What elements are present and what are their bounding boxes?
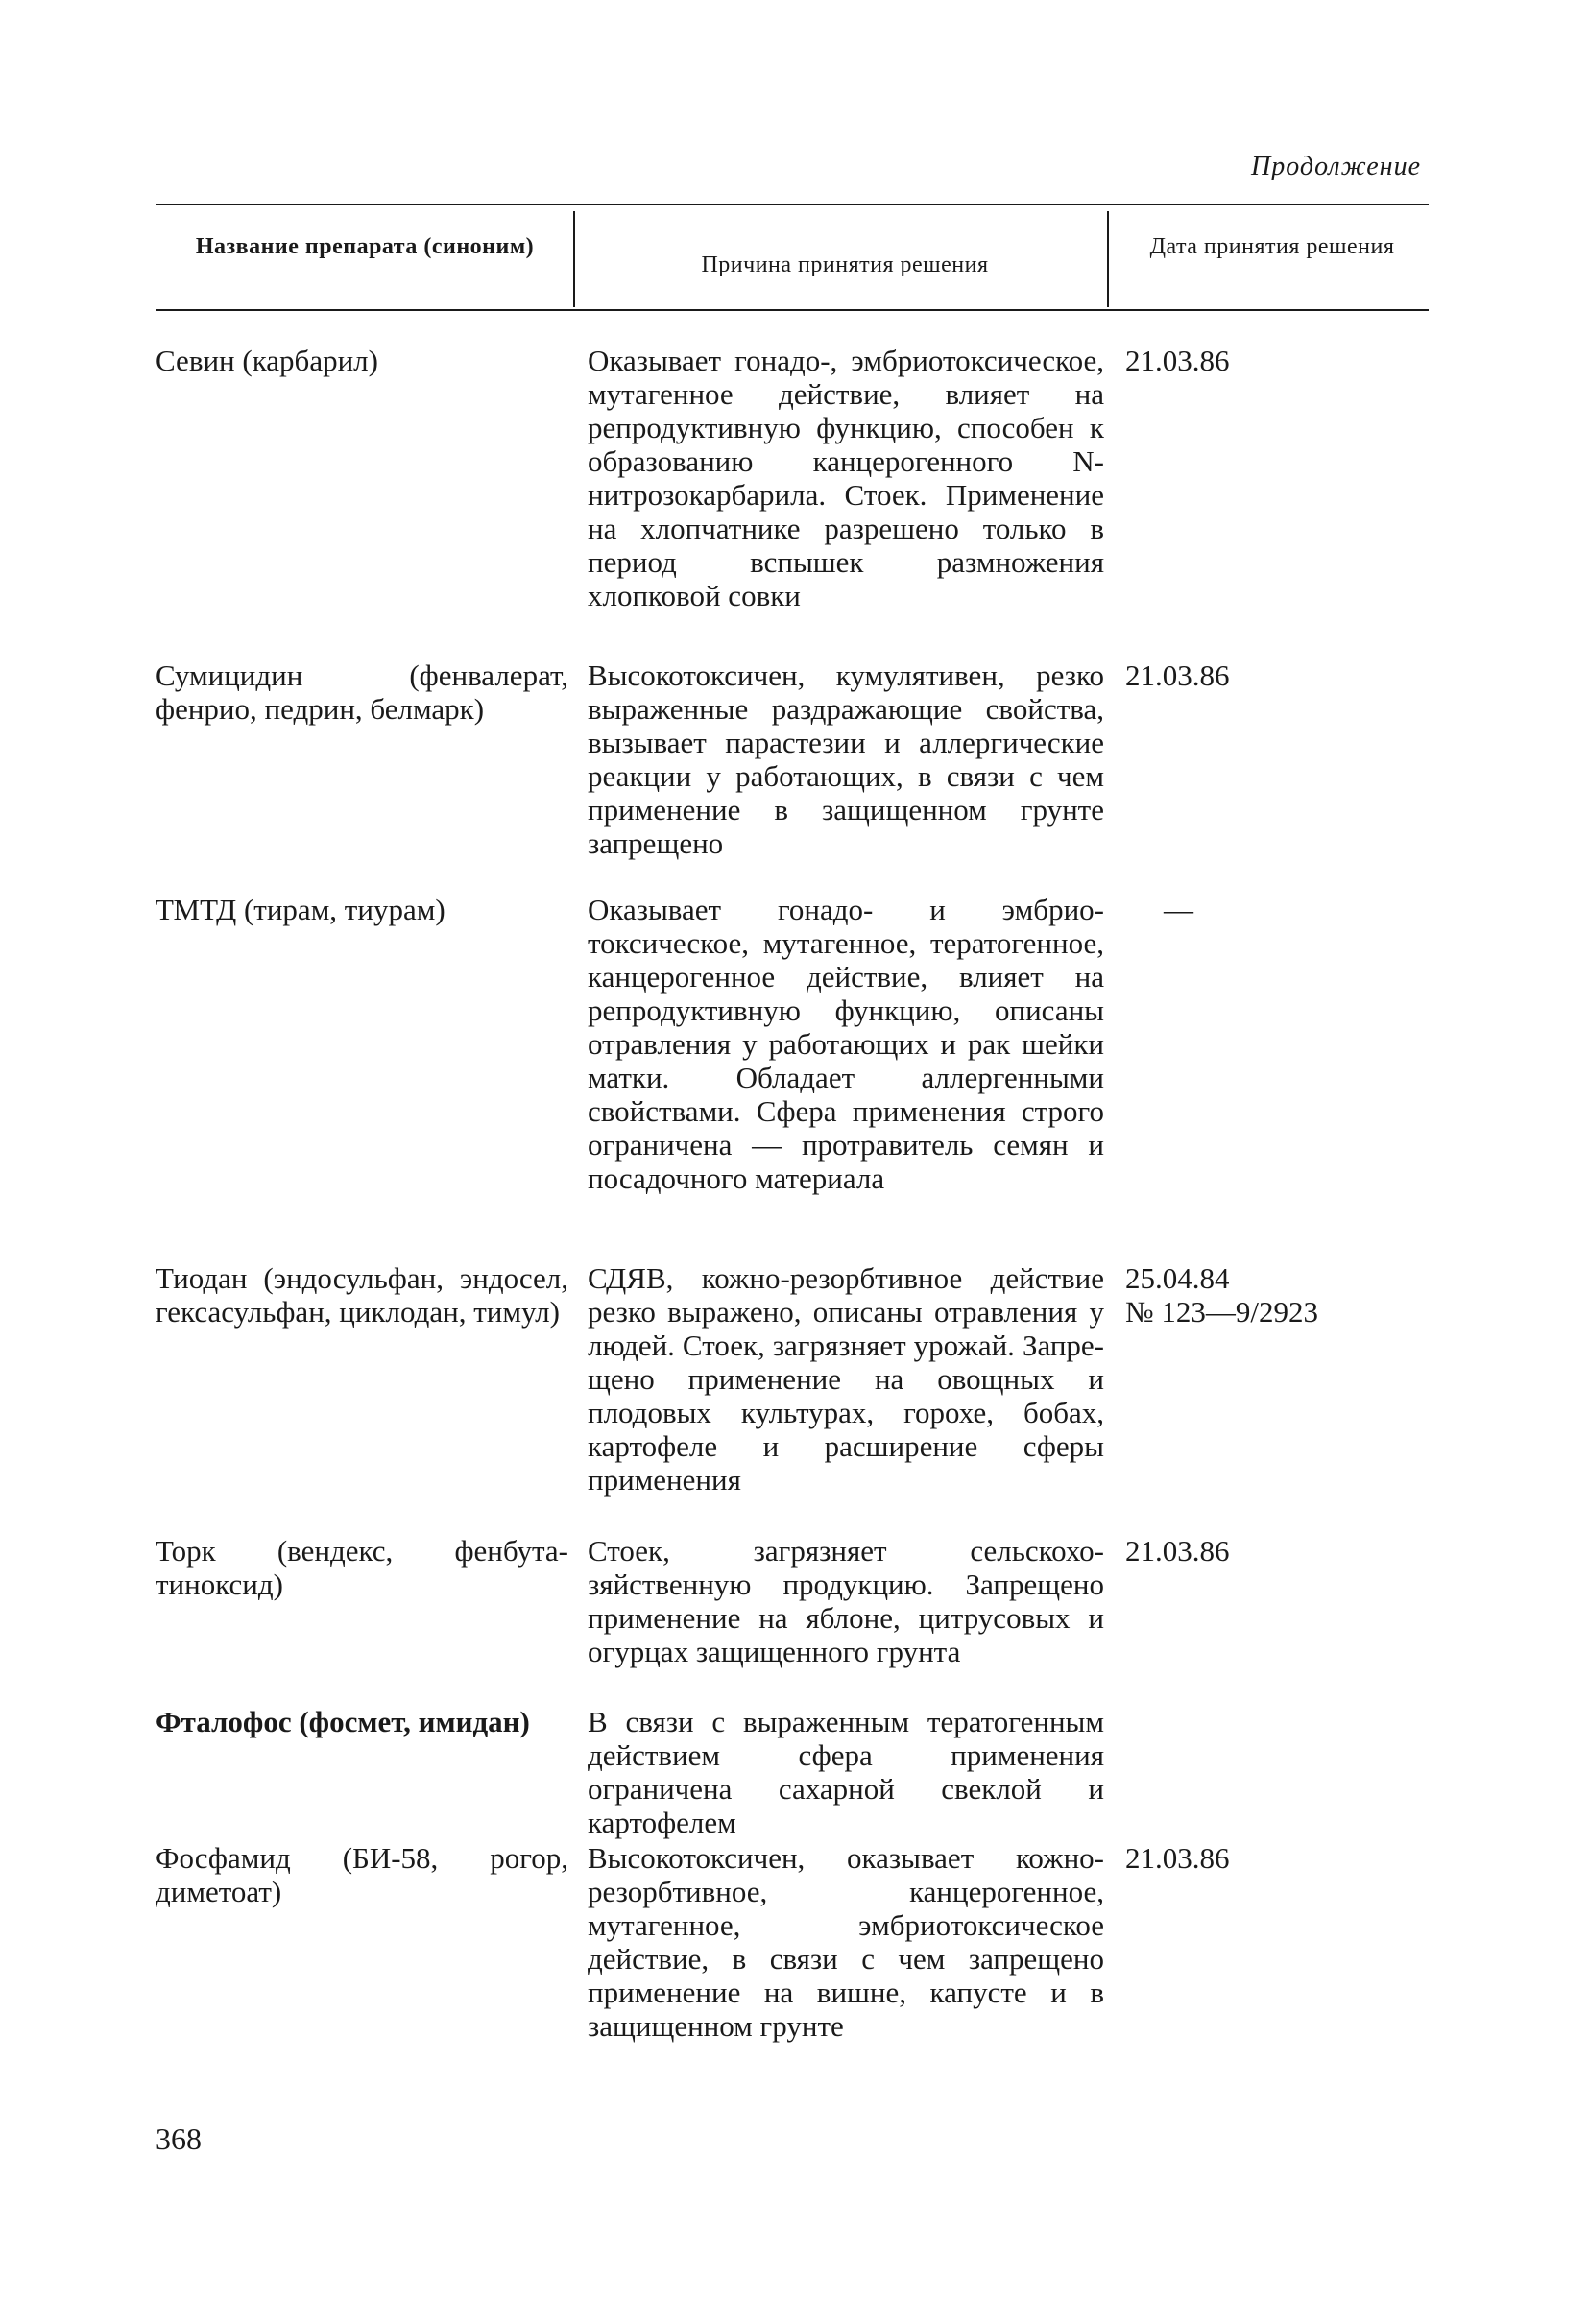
decision-reason: Оказывает гонадо-, эмбриотоксическое, мутагенное действие, влияет на репродуктивную функцию, способен к образованию канцерогенного N-нитрозокарбарила. Стоек. Применение на хлопчатнике разрешено только в период вспышек размножения хлопковой совки [588, 344, 1104, 612]
header-date: Дата принятия решения [1149, 234, 1395, 259]
preparation-name: Сумицидин (фенвалерат, фенрио, педрин, белмарк) [156, 659, 568, 726]
decision-reason: Оказывает гонадо- и эмбриотоксическое, мутагенное, тератогенное, канцерогенное действие, влияет на репродуктивную функцию, описаны отравления у работающих и рак шейки матки. Обладает аллергенными свойствами. Сфера применения строго ограничена — протравитель семян и посадочного материала [588, 893, 1104, 1195]
column-divider-2 [1107, 211, 1109, 307]
header-reason: Причина принятия решения [701, 252, 989, 277]
table-header-rule [156, 309, 1429, 311]
preparation-name: Фталофос (фосмет, имидан) [156, 1705, 530, 1738]
preparation-name: Тиодан (эндосульфан, эндосел, гексасульфан, циклодан, тимул) [156, 1261, 568, 1329]
decision-date: 21.03.86 [1125, 1534, 1230, 1568]
continued-label: Продолжение [1251, 152, 1421, 181]
preparation-name: Севин (карбарил) [156, 344, 378, 377]
decision-date: — [1164, 893, 1193, 926]
preparation-name: Фосфамид (БИ-58, рогор, диметоат) [156, 1841, 568, 1908]
preparation-name: Торк (вендекс, фенбутатиноксид) [156, 1534, 568, 1601]
decision-date: 21.03.86 [1125, 344, 1230, 377]
decision-reason: СДЯВ, кожно-резорбтивное действие резко выражено, описаны отравления у людей. Стоек, загрязняет урожай. Запрещено применение на овощных и плодовых культурах, горохе, бобах, картофеле и расширение сферы применения [588, 1261, 1104, 1497]
preparation-name: ТМТД (тирам, тиурам) [156, 893, 445, 926]
decision-reason: В связи с выраженным тератогенным действием сфера применения ограничена сахарной свеклой и картофелем [588, 1705, 1104, 1839]
header-name: Название препарата (синоним) [195, 234, 535, 259]
decision-reason: Высокотоксичен, кумулятивен, резко выраженные раздражающие свойства, вызывает парастезии и аллергические реакции у работающих, в связи с чем применение в защищенном грунте запрещено [588, 659, 1104, 860]
decision-date: 21.03.86 [1125, 659, 1230, 692]
decision-date: 21.03.86 [1125, 1841, 1230, 1875]
table-top-rule [156, 204, 1429, 205]
decision-date: 25.04.84 № 123—9/2923 [1125, 1261, 1318, 1329]
column-divider-1 [573, 211, 575, 307]
decision-reason: Стоек, загрязняет сельскохозяйственную продукцию. Запрещено применение на яблоне, цитрусовых и огурцах защищенного грунта [588, 1534, 1104, 1668]
decision-reason: Высокотоксичен, оказывает кожно-резорбтивное, канцерогенное, мутагенное, эмбриотоксическое действие, в связи с чем запрещено применение на вишне, капусте и в защищенном грунте [588, 1841, 1104, 2043]
page-number: 368 [156, 2121, 202, 2156]
